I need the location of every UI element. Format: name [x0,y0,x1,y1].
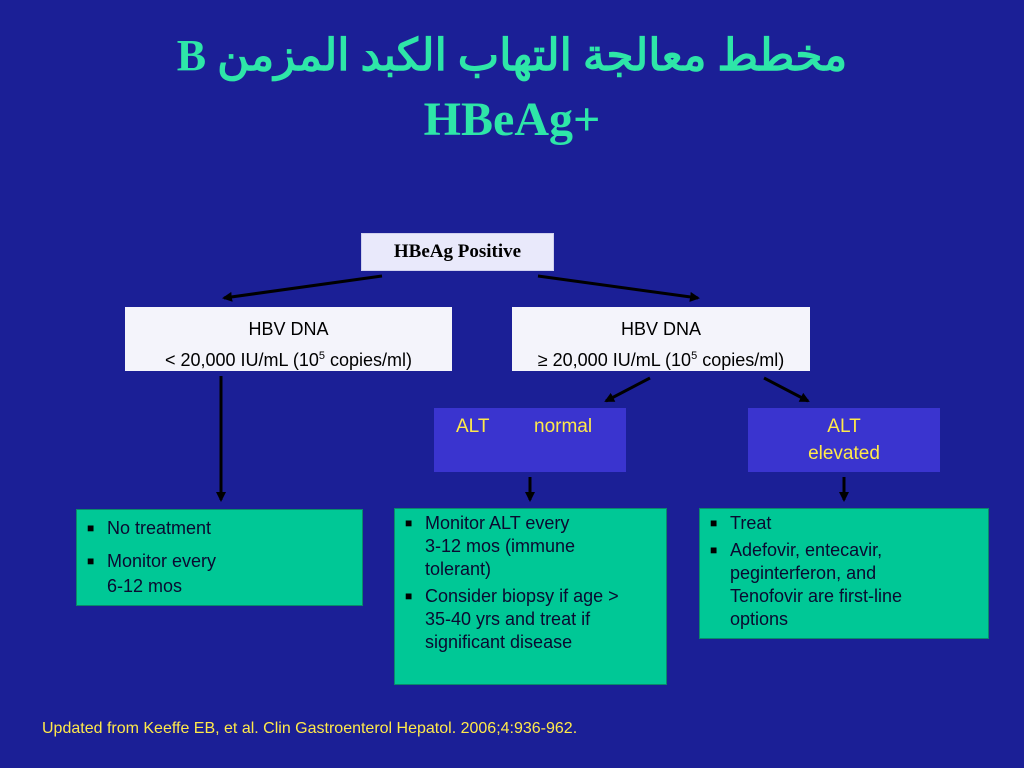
recommendation-item [87,549,354,599]
hbeag-positive-label: HBeAg Positive [393,241,522,262]
recommendation-line: Monitor ALT every [425,513,570,533]
hbeag-positive-box [361,233,554,271]
bullet-icon: ■ [710,543,718,557]
alt-normal-box [434,408,626,472]
recommendation-alt-normal [394,508,667,685]
alt-normal-value: normal [534,416,593,437]
arrow-dna-right-to-alt-elevated [764,378,808,401]
recommendation-list [710,512,980,631]
recommendation-line: Tenofovir are first-line [730,586,903,606]
alt-elevated-box [748,408,940,472]
recommendation-line: Consider biopsy if age > [425,586,619,606]
recommendation-line: Treat [730,513,772,533]
dna-high-box [512,307,810,371]
citation-footer: Updated from Keeffe EB, et al. Clin Gastroenterol Hepatol. 2006;4:936-962. [42,720,578,737]
bullet-icon: ■ [710,516,718,530]
recommendation-line: 6-12 mos [107,576,183,596]
recommendation-alt-elevated [699,508,989,639]
dna-low-threshold: < 20,000 IU/mL ($10^5$ copies/ml) [164,350,413,370]
slide-title: مخطط معالجة التهاب الكبد المزمن B [176,31,848,80]
arrow-root-to-dna-right [538,276,698,298]
recommendation-low-dna [76,509,363,606]
dna-low-title: HBV DNA [248,319,329,339]
recommendation-item [405,512,658,581]
alt-normal-label: ALT [456,416,490,437]
bullet-icon: ■ [405,516,413,530]
bullet-icon: ■ [405,589,413,603]
arrow-dna-right-to-alt-normal [606,378,650,401]
recommendation-line: tolerant) [425,559,492,579]
alt-elevated-value: elevated [808,443,880,464]
slide-subtitle: HBeAg+ [423,93,601,146]
recommendation-line: options [730,609,789,629]
recommendation-line: 35-40 yrs and treat if [425,609,591,629]
dna-low-box [125,307,452,371]
bullet-icon: ■ [87,554,95,568]
recommendation-line: No treatment [107,518,212,538]
recommendation-line: peginterferon, and [730,563,877,583]
recommendation-line: Monitor every [107,551,217,571]
bullet-icon: ■ [87,521,95,535]
recommendation-item [710,512,980,535]
recommendation-list [87,516,354,599]
recommendation-line: 3-12 mos (immune [425,536,576,556]
recommendation-list [405,512,658,654]
recommendation-line: significant disease [425,632,573,652]
alt-elevated-label: ALT [827,416,861,437]
recommendation-item [710,539,980,631]
dna-high-threshold: ≥ 20,000 IU/mL ($10^5$ copies/ml) [537,350,785,370]
arrow-root-to-dna-left [224,276,382,298]
recommendation-item [87,516,354,541]
dna-high-title: HBV DNA [620,319,701,339]
recommendation-line: Adefovir, entecavir, [730,540,883,560]
recommendation-item [405,585,658,654]
